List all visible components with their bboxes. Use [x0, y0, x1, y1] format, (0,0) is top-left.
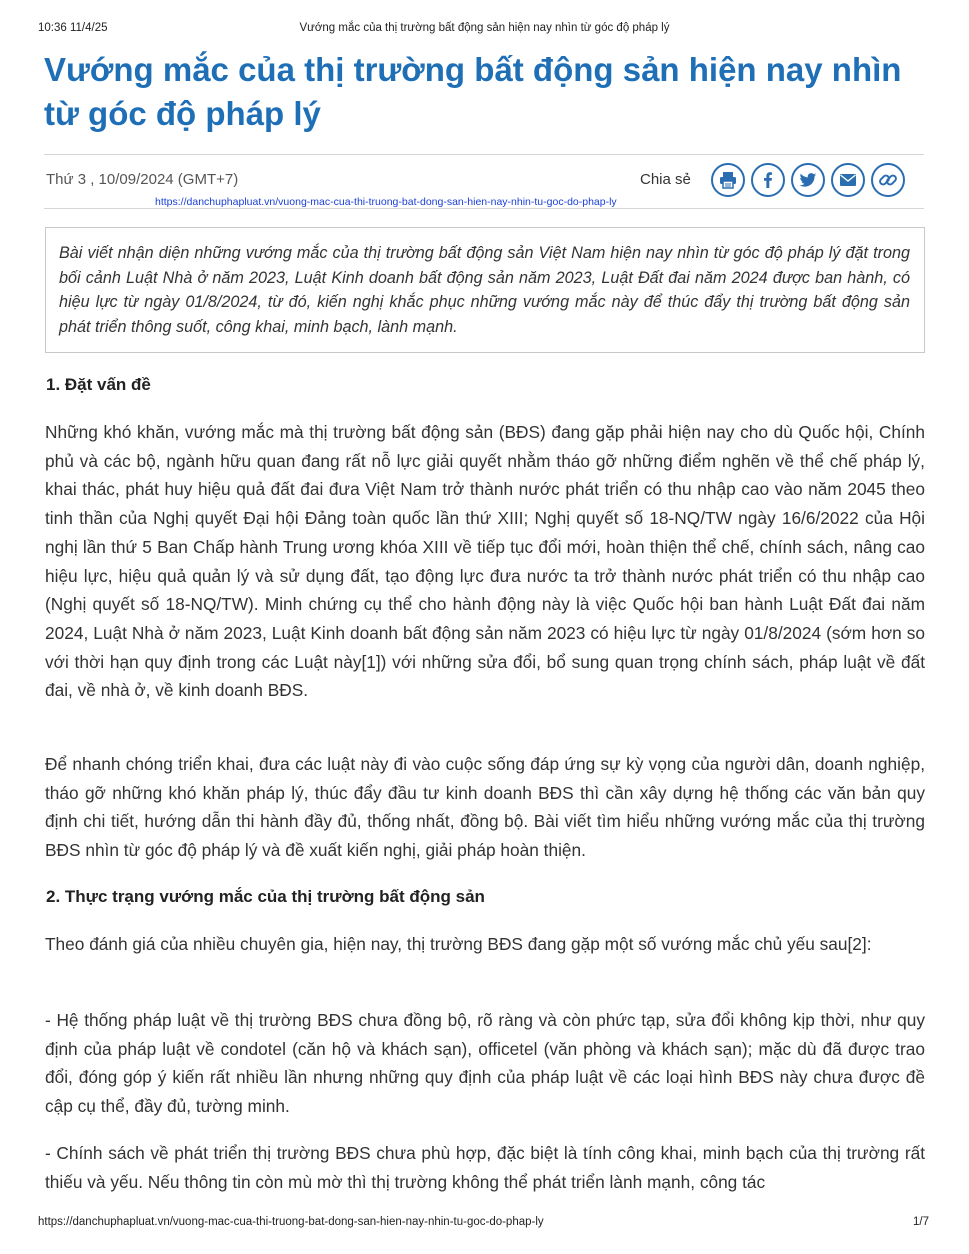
facebook-icon [758, 170, 778, 190]
print-button[interactable] [711, 163, 745, 197]
section-heading-2: 2. Thực trạng vướng mắc của thị trường bất động sản [46, 887, 485, 906]
facebook-share-button[interactable] [751, 163, 785, 197]
print-icon [718, 170, 738, 190]
top-divider [44, 154, 924, 155]
article-summary: Bài viết nhận diện những vướng mắc của thị trường bất động sản Việt Nam hiện nay nhìn từ góc độ pháp lý đặt trong bối cảnh Luật Nhà ở năm 2023, Luật Kinh doanh bất động sản năm 2023, Luật Đất đai năm 2024 được ban hành, có hiệu lực từ ngày 01/8/2024, từ đó, kiến nghị khắc phục những vướng mắc này để thúc đẩy thị trường bất động sản phát triển thông suốt, công khai, minh bạch, lành mạnh. [45, 227, 925, 353]
copy-link-button[interactable] [871, 163, 905, 197]
twitter-share-button[interactable] [791, 163, 825, 197]
source-url-link[interactable]: https://danchuphapluat.vn/vuong-mac-cua-thi-truong-bat-dong-san-hien-nay-nhin-tu-goc-do-phap-ly [155, 196, 617, 208]
meta-divider [44, 208, 924, 209]
paragraph: Những khó khăn, vướng mắc mà thị trường bất động sản (BĐS) đang gặp phải hiện nay cho dù Quốc hội, Chính phủ và các bộ, ngành hữu quan đang rất nỗ lực giải quyết nhằm tháo gỡ những điểm nghẽn về thể chế pháp lý, khai thác, phát huy hiệu quả đất đai đưa Việt Nam trở thành nước phát triển có thu nhập cao vào năm 2045 theo tinh thần của Nghị quyết Đại hội Đảng toàn quốc lần thứ XIII; Nghị quyết số 18-NQ/TW ngày 16/6/2022 của Hội nghị lần thứ 5 Ban Chấp hành Trung ương khóa XIII về tiếp tục đổi mới, hoàn thiện thể chế, chính sách, nâng cao hiệu lực, hiệu quả quản lý và sử dụng đất, tạo động lực đưa nước ta trở thành nước phát triển có thu nhập cao (Nghị quyết số 18-NQ/TW). Minh chứng cụ thể cho hành động này là việc Quốc hội ban hành Luật Đất đai năm 2024, Luật Nhà ở năm 2023, Luật Kinh doanh bất động sản năm 2023 có hiệu lực từ ngày 01/8/2024 (sớm hơn so với thời hạn quy định trong các Luật này[1]) với những sửa đổi, bổ sung quan trọng chính sách, pháp luật về đất đai, về nhà ở, về kinh doanh BĐS. [45, 422, 925, 701]
email-icon [838, 170, 858, 190]
print-header [0, 22, 969, 38]
link-icon [878, 170, 898, 190]
paragraph: - Chính sách về phát triển thị trường BĐS chưa phù hợp, đặc biệt là tính công khai, minh bạch của thị trường rất thiếu và yếu. Nếu thông tin còn mù mờ thì thị trường không thể phát triển lành mạnh, công tác [45, 1143, 925, 1192]
print-page-title: Vướng mắc của thị trường bất động sản hiện nay nhìn từ góc độ pháp lý [299, 22, 670, 34]
share-toolbar [711, 163, 905, 197]
paragraph: - Hệ thống pháp luật về thị trường BĐS chưa đồng bộ, rõ ràng và còn phức tạp, sửa đổi không kịp thời, như quy định của pháp luật về condotel (căn hộ và khách sạn), officetel (văn phòng và khách sạn); mặc dù đã được trao đổi, đóng góp ý kiến rất nhiều lần nhưng những quy định của pháp luật về các loại hình BĐS này chưa được đề cập cụ thể, đầy đủ, tường minh. [45, 1010, 925, 1117]
twitter-icon [798, 170, 818, 190]
page-number: 1/7 [913, 1216, 929, 1228]
paragraph: Để nhanh chóng triển khai, đưa các luật này đi vào cuộc sống đáp ứng sự kỳ vọng của người dân, doanh nghiệp, tháo gỡ những khó khăn pháp lý, thúc đẩy đầu tư kinh doanh BĐS thì cần xây dựng hệ thống các văn bản quy định chi tiết, hướng dẫn thi hành đầy đủ, thống nhất, đồng bộ. Bài viết tìm hiểu những vướng mắc của thị trường BĐS nhìn từ góc độ pháp lý và đề xuất kiến nghị, giải pháp hoàn thiện. [45, 754, 925, 861]
footer-url: https://danchuphapluat.vn/vuong-mac-cua-thi-truong-bat-dong-san-hien-nay-nhin-tu-goc-do-phap-ly [38, 1216, 544, 1228]
section-heading-1: 1. Đặt vấn đề [46, 375, 151, 394]
publish-date: Thứ 3 , 10/09/2024 (GMT+7) [46, 171, 239, 188]
share-label: Chia sẻ [640, 171, 691, 188]
paragraph: Theo đánh giá của nhiều chuyên gia, hiện nay, thị trường BĐS đang gặp một số vướng mắc chủ yếu sau[2]: [45, 934, 872, 954]
print-datetime: 10:36 11/4/25 [38, 22, 108, 34]
article-title: Vướng mắc của thị trường bất động sản hiện nay nhìn từ góc độ pháp lý [44, 51, 902, 132]
email-share-button[interactable] [831, 163, 865, 197]
